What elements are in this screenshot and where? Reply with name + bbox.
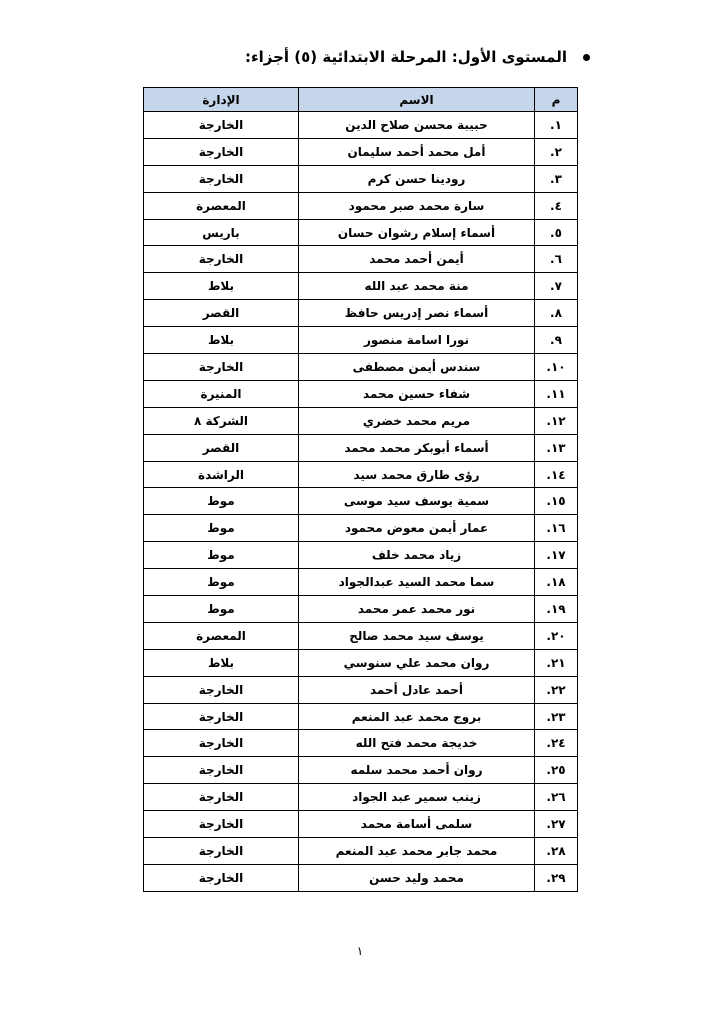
student-name: محمد وليد حسن: [299, 864, 535, 891]
student-name: زياد محمد خلف: [299, 542, 535, 569]
table-row: [144, 138, 578, 165]
row-number: ١٥.: [535, 488, 578, 515]
student-name: سمية يوسف سيد موسى: [299, 488, 535, 515]
row-number: ٢٠.: [535, 622, 578, 649]
row-number: ١٧.: [535, 542, 578, 569]
students-table: [143, 87, 578, 892]
table-row: [144, 273, 578, 300]
department: الخارجة: [144, 730, 299, 757]
heading-stage: المرحلة الابتدائية (٥) أجزاء:: [244, 48, 447, 66]
row-number: ٢٧.: [535, 811, 578, 838]
department: القصر: [144, 434, 299, 461]
table-row: [144, 461, 578, 488]
row-number: ٢٩.: [535, 864, 578, 891]
student-name: أسماء نصر إدريس حافظ: [299, 300, 535, 327]
department: المعصرة: [144, 192, 299, 219]
student-name: سلمى أسامة محمد: [299, 811, 535, 838]
row-number: ٢٦.: [535, 784, 578, 811]
department: موط: [144, 569, 299, 596]
department: موط: [144, 596, 299, 623]
table-row: [144, 838, 578, 865]
student-name: منة محمد عبد الله: [299, 273, 535, 300]
student-name: روان أحمد محمد سلمه: [299, 757, 535, 784]
table-row: [144, 219, 578, 246]
table-row: [144, 703, 578, 730]
department: بلاط: [144, 273, 299, 300]
row-number: ٢.: [535, 138, 578, 165]
department: الخارجة: [144, 811, 299, 838]
department: بلاط: [144, 327, 299, 354]
department: الخارجة: [144, 354, 299, 381]
student-name: أسماء أبوبكر محمد محمد: [299, 434, 535, 461]
student-name: يوسف سيد محمد صالح: [299, 622, 535, 649]
table-row: [144, 811, 578, 838]
table-row: [144, 407, 578, 434]
row-number: ٢٤.: [535, 730, 578, 757]
row-number: ١٨.: [535, 569, 578, 596]
header-department: الإدارة: [144, 88, 299, 112]
row-number: ١٩.: [535, 596, 578, 623]
row-number: ١٤.: [535, 461, 578, 488]
header-name: الاسم: [299, 88, 535, 112]
table-row: [144, 300, 578, 327]
table-row: [144, 649, 578, 676]
department: الخارجة: [144, 838, 299, 865]
student-name: محمد جابر محمد عبد المنعم: [299, 838, 535, 865]
department: بلاط: [144, 649, 299, 676]
table-row: [144, 165, 578, 192]
student-name: سما محمد السيد عبدالجواد: [299, 569, 535, 596]
row-number: ٤.: [535, 192, 578, 219]
department: الخارجة: [144, 676, 299, 703]
heading-level: المستوى الأول: [457, 48, 567, 66]
department: الخارجة: [144, 138, 299, 165]
student-name: سندس أيمن مصطفى: [299, 354, 535, 381]
table-row: [144, 569, 578, 596]
bullet-icon: [583, 54, 590, 61]
row-number: ١٦.: [535, 515, 578, 542]
section-heading: [245, 48, 590, 66]
department: الخارجة: [144, 703, 299, 730]
student-name: روان محمد علي سنوسي: [299, 649, 535, 676]
row-number: ٩.: [535, 327, 578, 354]
table-row: [144, 864, 578, 891]
department: الراشدة: [144, 461, 299, 488]
row-number: ٢١.: [535, 649, 578, 676]
row-number: ١٢.: [535, 407, 578, 434]
table-row: [144, 434, 578, 461]
row-number: ٨.: [535, 300, 578, 327]
row-number: ١١.: [535, 380, 578, 407]
department: الخارجة: [144, 864, 299, 891]
department: الخارجة: [144, 757, 299, 784]
table-row: [144, 488, 578, 515]
heading-separator: :: [451, 48, 458, 66]
table-row: [144, 380, 578, 407]
student-name: حبيبة محسن صلاح الدين: [299, 112, 535, 139]
department: الخارجة: [144, 784, 299, 811]
student-name: أيمن أحمد محمد: [299, 246, 535, 273]
table-row: [144, 676, 578, 703]
row-number: ٢٣.: [535, 703, 578, 730]
department: باريس: [144, 219, 299, 246]
student-name: أمل محمد أحمد سليمان: [299, 138, 535, 165]
row-number: ١.: [535, 112, 578, 139]
student-name: نورا اسامة منصور: [299, 327, 535, 354]
student-name: نور محمد عمر محمد: [299, 596, 535, 623]
table-row: [144, 730, 578, 757]
department: موط: [144, 515, 299, 542]
department: المنيرة: [144, 380, 299, 407]
row-number: ٦.: [535, 246, 578, 273]
department: موط: [144, 488, 299, 515]
table-row: [144, 192, 578, 219]
table-row: [144, 515, 578, 542]
department: المعصرة: [144, 622, 299, 649]
row-number: ٢٥.: [535, 757, 578, 784]
table-row: [144, 327, 578, 354]
table-row: [144, 622, 578, 649]
student-name: عمار أيمن معوض محمود: [299, 515, 535, 542]
row-number: ٣.: [535, 165, 578, 192]
table-header-row: [144, 88, 578, 112]
department: الخارجة: [144, 246, 299, 273]
row-number: ١٠.: [535, 354, 578, 381]
student-name: سارة محمد صبر محمود: [299, 192, 535, 219]
row-number: ٢٨.: [535, 838, 578, 865]
table-row: [144, 542, 578, 569]
student-name: شفاء حسين محمد: [299, 380, 535, 407]
row-number: ٢٢.: [535, 676, 578, 703]
department: موط: [144, 542, 299, 569]
table-row: [144, 784, 578, 811]
student-name: رودينا حسن كرم: [299, 165, 535, 192]
department: الخارجة: [144, 165, 299, 192]
row-number: ٧.: [535, 273, 578, 300]
student-name: زينب سمير عبد الجواد: [299, 784, 535, 811]
page-number: ١: [356, 944, 364, 958]
row-number: ٥.: [535, 219, 578, 246]
table-row: [144, 354, 578, 381]
student-name: خديجة محمد فتح الله: [299, 730, 535, 757]
student-name: مريم محمد خضري: [299, 407, 535, 434]
table-row: [144, 246, 578, 273]
table-row: [144, 596, 578, 623]
department: الخارجة: [144, 112, 299, 139]
table-row: [144, 757, 578, 784]
header-number: م: [535, 88, 578, 112]
student-name: بروج محمد عبد المنعم: [299, 703, 535, 730]
table-row: [144, 112, 578, 139]
student-name: رؤى طارق محمد سيد: [299, 461, 535, 488]
student-name: أسماء إسلام رشوان حسان: [299, 219, 535, 246]
student-name: أحمد عادل أحمد: [299, 676, 535, 703]
row-number: ١٣.: [535, 434, 578, 461]
department: القصر: [144, 300, 299, 327]
department: الشركة ٨: [144, 407, 299, 434]
